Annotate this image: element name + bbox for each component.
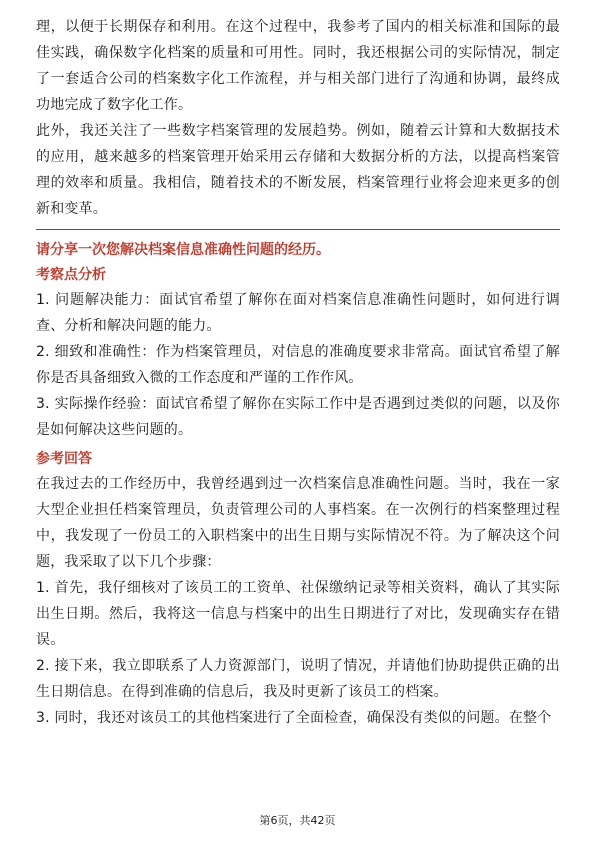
answer-paragraph-1: 在我过去的工作经历中，我曾经遇到过一次档案信息准确性问题。当时，我在一家大型企业担任档案管理员，负责管理公司的人事档案。在一次例行的档案整理过程中，我发现了一份员工的入职档案中的出生日期与实际情况不符。为了解决这个问题，我采取了以下几个步骤： xyxy=(36,476,560,570)
analysis-heading: 考察点分析 xyxy=(36,267,106,283)
intro-paragraph-1: 理，以便于长期保存和利用。在这个过程中，我参考了国内的相关标准和国际的最佳实践，确保数字化档案的质量和可用性。同时，我还根据公司的实际情况，制定了一套适合公司的档案数字化工作流程，并与相关部门进行了沟通和协调，最终成功地完成了数字化工作。 xyxy=(36,19,560,113)
answer-step-3: 3. 同时，我还对该员工的其他档案进行了全面检查，确保没有类似的问题。在整个 xyxy=(36,710,552,726)
section-divider xyxy=(36,229,560,230)
answer-heading: 参考回答 xyxy=(36,451,92,467)
analysis-item-1: 1. 问题解决能力：面试官希望了解你在面对档案信息准确性问题时，如何进行调查、分析和解决问题的能力。 xyxy=(36,292,560,334)
page-number-footer: 第6页，共42页 xyxy=(259,814,336,827)
intro-paragraph-2: 此外，我还关注了一些数字档案管理的发展趋势。例如，随着云计算和大数据技术的应用，越来越多的档案管理开始采用云存储和大数据分析的方法，以提高档案管理的效率和质量。我相信，随着技术的不断发展，档案管理行业将会迎来更多的创新和变革。 xyxy=(36,123,560,217)
answer-step-2: 2. 接下来，我立即联系了人力资源部门，说明了情况，并请他们协助提供正确的出生日期信息。在得到准确的信息后，我及时更新了该员工的档案。 xyxy=(36,658,560,700)
question-title: 请分享一次您解决档案信息准确性问题的经历。 xyxy=(36,242,330,258)
document-page xyxy=(36,14,560,731)
analysis-item-2: 2. 细致和准确性：作为档案管理员，对信息的准确度要求非常高。面试官希望了解你是否具备细致入微的工作态度和严谨的工作作风。 xyxy=(36,344,560,386)
answer-step-1: 1. 首先，我仔细核对了该员工的工资单、社保缴纳记录等相关资料，确认了其实际出生日期。然后，我将这一信息与档案中的出生日期进行了对比，发现确实存在错误。 xyxy=(36,580,560,648)
analysis-item-3: 3. 实际操作经验：面试官希望了解你在实际工作中是否遇到过类似的问题，以及你是如何解决这些问题的。 xyxy=(36,396,560,438)
